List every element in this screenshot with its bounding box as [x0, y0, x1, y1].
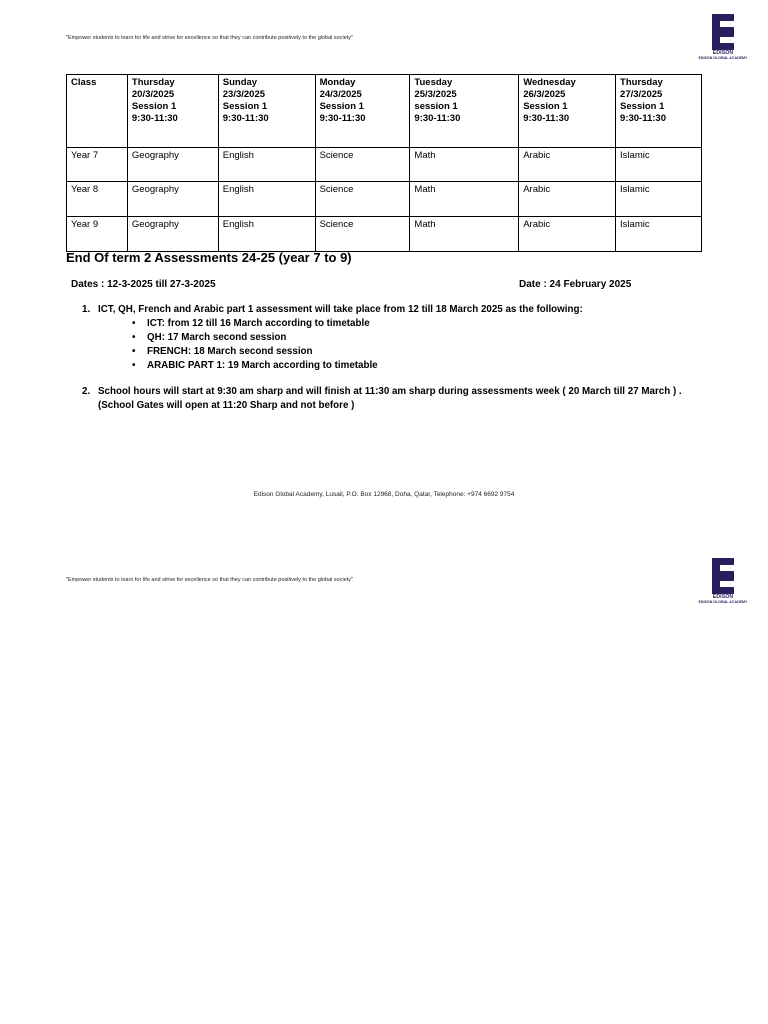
note-item: [82, 303, 707, 373]
logo-sub-text: EDISON GLOBAL ACADEMY: [698, 56, 748, 60]
notes-list: [82, 303, 707, 413]
subject-cell: Islamic: [616, 182, 702, 217]
subject-cell: Arabic: [519, 217, 616, 252]
page-title: End Of term 2 Assessments 24-25 (year 7 to 9): [66, 250, 352, 265]
timetable-header-cell: [410, 75, 519, 148]
note-text: School hours will start at 9:30 am sharp and will finish at 11:30 am sharp during assessments week ( 20 March till 27 March ) .(School Gates will open at 11:20 Sharp and not before ): [98, 386, 682, 411]
edison-e-mark-icon: [712, 558, 734, 594]
header-cell-line: session 1: [414, 101, 458, 112]
logo-brand-text: EDISON: [712, 50, 734, 56]
header-cell-line: Session 1: [620, 101, 665, 112]
note-number: 1.: [82, 304, 91, 315]
header-motto: "Empower students to learn for life and strive for excellence so that they can contribute positively to the global society": [66, 577, 353, 583]
header-cell-line: 9:30-11:30: [131, 113, 178, 124]
header-cell-line: 26/3/2025: [523, 89, 566, 100]
header-cell-line: Thursday: [620, 77, 663, 88]
subject-cell: English: [218, 148, 315, 182]
header-motto: "Empower students to learn for life and strive for excellence so that they can contribute positively to the global society": [66, 35, 353, 41]
logo-brand-text: EDISON: [712, 594, 734, 600]
footer-address: Edison Global Academy, Lusail, P.O. Box 12968, Doha, Qatar, Telephone: +974 6692 9754: [253, 491, 515, 498]
header-cell-line: 24/3/2025: [319, 89, 362, 100]
subject-cell: Science: [315, 148, 410, 182]
header-cell-line: Thursday: [131, 77, 175, 88]
class-cell: Year 7: [67, 148, 128, 182]
timetable-header-cell: [218, 75, 315, 148]
edison-logo: [697, 14, 749, 61]
header-cell-line: 9:30-11:30: [523, 113, 570, 124]
subject-cell: Geography: [127, 182, 218, 217]
header-cell-line: 9:30-11:30: [414, 113, 461, 124]
table-row: [67, 217, 702, 252]
header-cell-line: 9:30-11:30: [222, 113, 269, 124]
header-cell-line: 23/3/2025: [222, 89, 266, 100]
header-cell-line: 27/3/2025: [620, 89, 663, 100]
subject-cell: Arabic: [519, 148, 616, 182]
subject-cell: Arabic: [519, 182, 616, 217]
header-cell-line: Class: [71, 77, 97, 88]
subject-cell: Math: [410, 148, 519, 182]
table-row: [67, 182, 702, 217]
subject-cell: Geography: [127, 217, 218, 252]
subject-cell: Science: [315, 182, 410, 217]
header-cell-line: 25/3/2025: [414, 89, 457, 100]
subject-cell: Science: [315, 217, 410, 252]
class-cell: Year 9: [67, 217, 128, 252]
note-text: ICT, QH, French and Arabic part 1 assessment will take place from 12 till 18 March 2025 as the following:: [98, 304, 583, 315]
header-cell-line: Wednesday: [523, 77, 576, 88]
bullet-item: • FRENCH: 18 March second session: [130, 345, 707, 359]
class-cell: Year 8: [67, 182, 128, 217]
subject-cell: Math: [410, 182, 519, 217]
subject-cell: Islamic: [616, 217, 702, 252]
header-cell-line: 9:30-11:30: [319, 113, 366, 124]
assessment-timetable: [66, 74, 702, 252]
header-cell-line: Monday: [319, 77, 356, 88]
logo-sub-text: EDISON GLOBAL ACADEMY: [698, 600, 748, 604]
edison-e-mark-icon: [712, 14, 734, 50]
subject-cell: English: [218, 182, 315, 217]
header-cell-line: 20/3/2025: [131, 89, 175, 100]
bullet-item: • ARABIC PART 1: 19 March according to timetable: [130, 359, 707, 373]
header-cell-line: Session 1: [523, 101, 568, 112]
bullet-item: • QH: 17 March second session: [130, 331, 707, 345]
header-cell-line: Tuesday: [414, 77, 453, 88]
header-cell-line: Session 1: [319, 101, 364, 112]
note-number: 2.: [82, 386, 91, 397]
subject-cell: English: [218, 217, 315, 252]
header-cell-line: Session 1: [222, 101, 268, 112]
note-bullets: [130, 317, 707, 373]
assessment-date-range: Dates : 12-3-2025 till 27-3-2025: [71, 279, 216, 290]
note-item: [82, 385, 707, 413]
subject-cell: Geography: [127, 148, 218, 182]
table-row: [67, 148, 702, 182]
timetable-header-row: [67, 75, 702, 148]
timetable-header-cell: [67, 75, 128, 148]
timetable-header-cell: [519, 75, 616, 148]
bullet-item: • ICT: from 12 till 16 March according to timetable: [130, 317, 707, 331]
timetable-header-cell: [616, 75, 702, 148]
timetable-header-cell: [315, 75, 410, 148]
issue-date: Date : 24 February 2025: [519, 279, 632, 290]
subject-cell: Math: [410, 217, 519, 252]
header-cell-line: 9:30-11:30: [620, 113, 666, 124]
timetable-header-cell: [127, 75, 218, 148]
header-cell-line: Sunday: [222, 77, 258, 88]
subject-cell: Islamic: [616, 148, 702, 182]
edison-logo: [697, 558, 749, 605]
header-cell-line: Session 1: [131, 101, 177, 112]
